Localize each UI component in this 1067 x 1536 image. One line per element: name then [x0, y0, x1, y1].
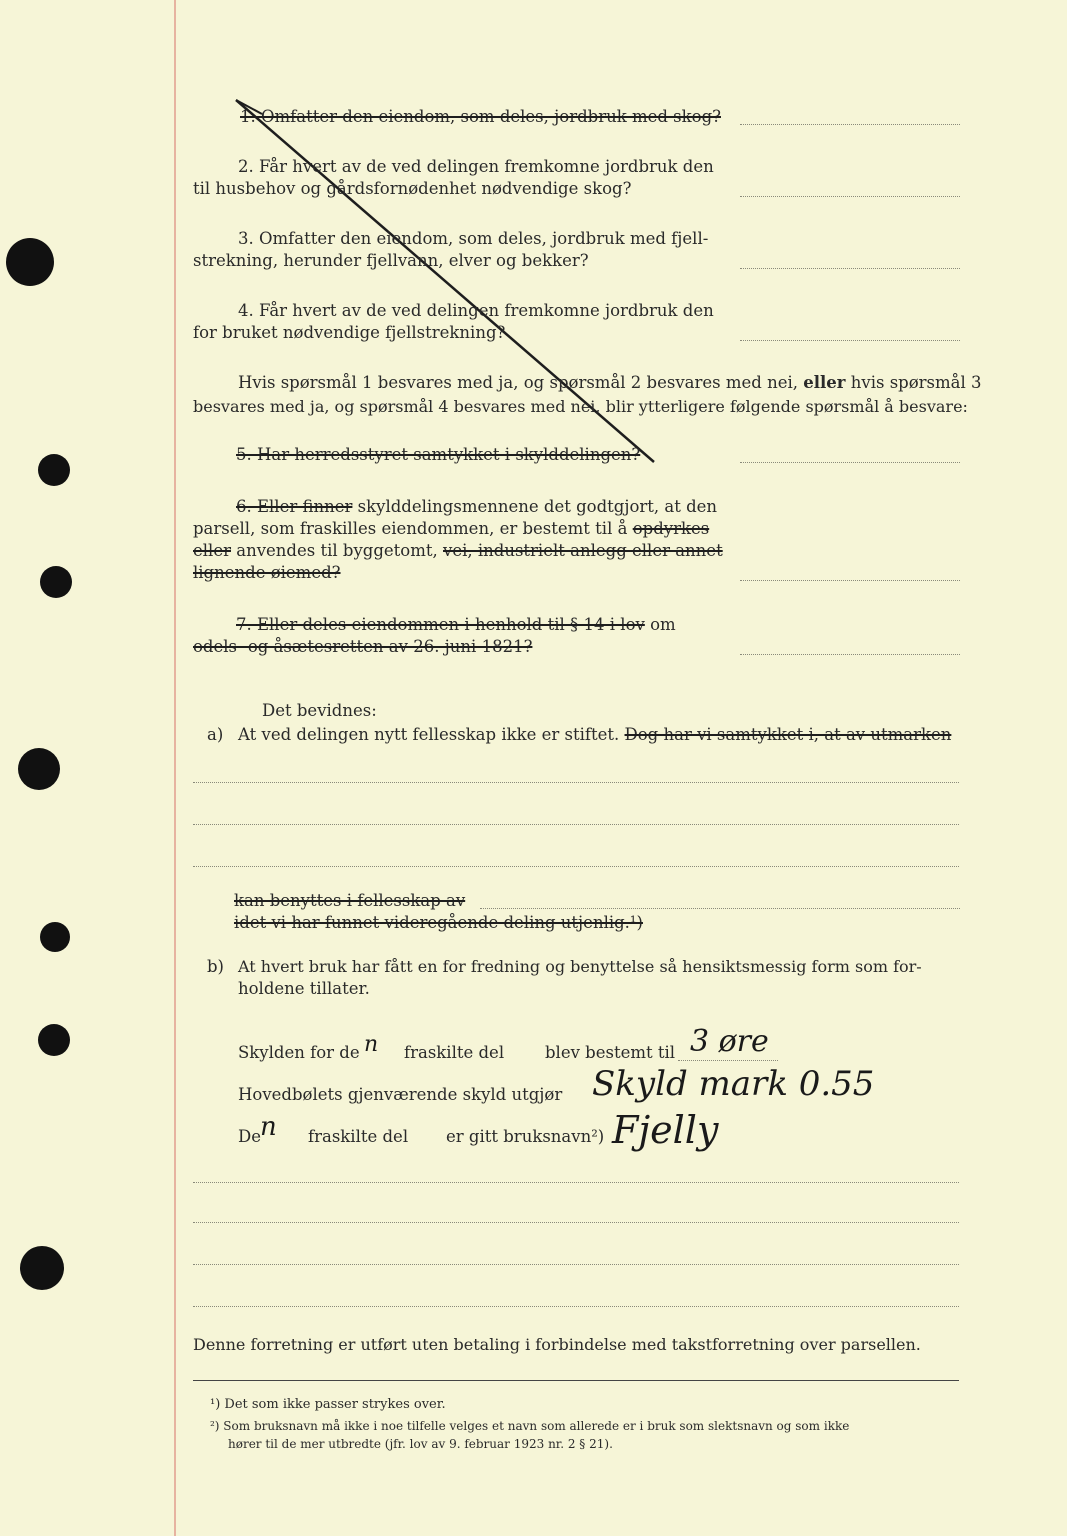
question-1: 1. Omfatter den eiendom, som deles, jordbruk med skog? [240, 107, 721, 126]
skyld-line-1-c: blev bestemt til [545, 1043, 676, 1062]
skyld-line-2-a: Hovedbølets gjenværende skyld utgjør [238, 1085, 563, 1104]
handwritten-bruksnavn: Fjelly [612, 1108, 719, 1152]
question-6-struck: vei, industrielt anlegg eller annet [443, 541, 723, 560]
footnote-2-line-2: hører til de mer utbredte (jfr. lov av 9. februar 1923 nr. 2 § 21). [228, 1437, 613, 1451]
question-7-line-2: odels- og åsætesretten av 26. juni 1821? [193, 637, 533, 656]
question-6-struck: opdyrkes [632, 519, 710, 538]
question-6-text: anvendes til byggetomt, [236, 541, 438, 560]
question-6-line-1 [236, 496, 717, 518]
answer-line [740, 462, 960, 463]
blank-line [193, 866, 959, 867]
question-6-text: parsell, som fraskilles eiendommen, er bestemt til å [193, 519, 628, 538]
question-5: 5. Har herredsstyret samtykket i skylddelingen? [236, 445, 641, 464]
footnote-2-line-1: ²) Som bruksnavn må ikke i noe tilfelle velges et navn som allerede er i bruk som slektsnavn og som ikke [210, 1419, 850, 1433]
finding-a-line-1 [238, 724, 951, 746]
blank-line [193, 824, 959, 825]
footnote-1: ¹) Det som ikke passer strykes over. [210, 1397, 446, 1412]
answer-line [678, 1060, 778, 1061]
finding-b-label: b) [207, 957, 224, 976]
question-3-line-1: 3. Omfatter den eiendom, som deles, jordbruk med fjell- [238, 229, 709, 248]
question-7-struck: 7. Eller deles eiendommen i henhold til § 14 i lov [236, 615, 645, 634]
finding-a-text: At ved delingen nytt fellesskap ikke er stiftet. [238, 725, 620, 744]
blank-line [480, 908, 960, 909]
blank-line [193, 1182, 959, 1183]
skyld-line-1-b: fraskilte del [404, 1043, 505, 1062]
handwritten-remaining-skyld: Skyld mark 0.55 [592, 1064, 875, 1104]
findings-heading: Det bevidnes: [262, 701, 377, 720]
question-6-struck: 6. Eller finner [236, 497, 353, 516]
handwritten-skyld-value: 3 øre [690, 1024, 769, 1059]
question-2-line-1: 2. Får hvert av de ved delingen fremkomne jordbruk den [238, 157, 714, 176]
answer-line [740, 268, 960, 269]
finding-a-label: a) [207, 725, 224, 744]
question-6-line-2 [193, 518, 709, 540]
question-4-line-2: for bruket nødvendige fjellstrekning? [193, 323, 506, 342]
handwritten-n: n [364, 1032, 379, 1057]
question-4-line-1: 4. Får hvert av de ved delingen fremkomne jordbruk den [238, 301, 714, 320]
skyld-line-3-c: er gitt bruksnavn²) [446, 1127, 605, 1146]
answer-line [740, 124, 960, 125]
question-6-line-4: lignende øiemed? [193, 563, 341, 582]
finding-b-line-2: holdene tillater. [238, 979, 370, 998]
skyld-line-1-a: Skylden for de [238, 1043, 360, 1062]
condition-line-1 [238, 372, 982, 394]
question-7-line-1 [236, 614, 676, 636]
blank-line [193, 1264, 959, 1265]
condition-text-a: Hvis spørsmål 1 besvares med ja, og spørsmål 2 besvares med nei, [238, 373, 799, 392]
question-6-line-3 [193, 540, 723, 562]
skyld-line-3-a: De [238, 1127, 261, 1146]
blank-line [193, 1306, 959, 1307]
question-6-text: skylddelingsmennene det godtgjort, at den [357, 497, 718, 516]
question-3-line-2: strekning, herunder fjellvann, elver og bekker? [193, 251, 589, 270]
footnote-rule [193, 1380, 959, 1381]
answer-line [740, 340, 960, 341]
condition-bold-eller: eller [803, 373, 846, 392]
question-2-line-2: til husbehov og gårdsfornødenhet nødvendige skog? [193, 179, 632, 198]
finding-b-line-1: At hvert bruk har fått en for fredning og benyttelse så hensiktsmessig form som for- [238, 957, 922, 976]
closing-statement: Denne forretning er utført uten betaling i forbindelse med takstforretning over parsellen. [193, 1335, 921, 1354]
condition-text-b: hvis spørsmål 3 [850, 373, 982, 392]
finding-a-struck: Dog har vi samtykket i, at av utmarken [624, 725, 952, 744]
blank-line [193, 1222, 959, 1223]
question-6-struck: eller [193, 541, 231, 560]
skyld-line-3-b: fraskilte del [308, 1127, 409, 1146]
finding-a-line-2: kan benyttes i fellesskap av [234, 891, 466, 910]
answer-line [740, 580, 960, 581]
answer-line [740, 654, 960, 655]
question-7-text: om [650, 615, 676, 634]
answer-line [740, 196, 960, 197]
finding-a-line-3: idet vi har funnet videregående deling utjenlig.¹) [234, 913, 643, 932]
blank-line [193, 782, 959, 783]
condition-line-2: besvares med ja, og spørsmål 4 besvares med nei, blir ytterligere følgende spørsmål å besvare: [193, 397, 968, 416]
handwritten-n: n [260, 1112, 277, 1142]
